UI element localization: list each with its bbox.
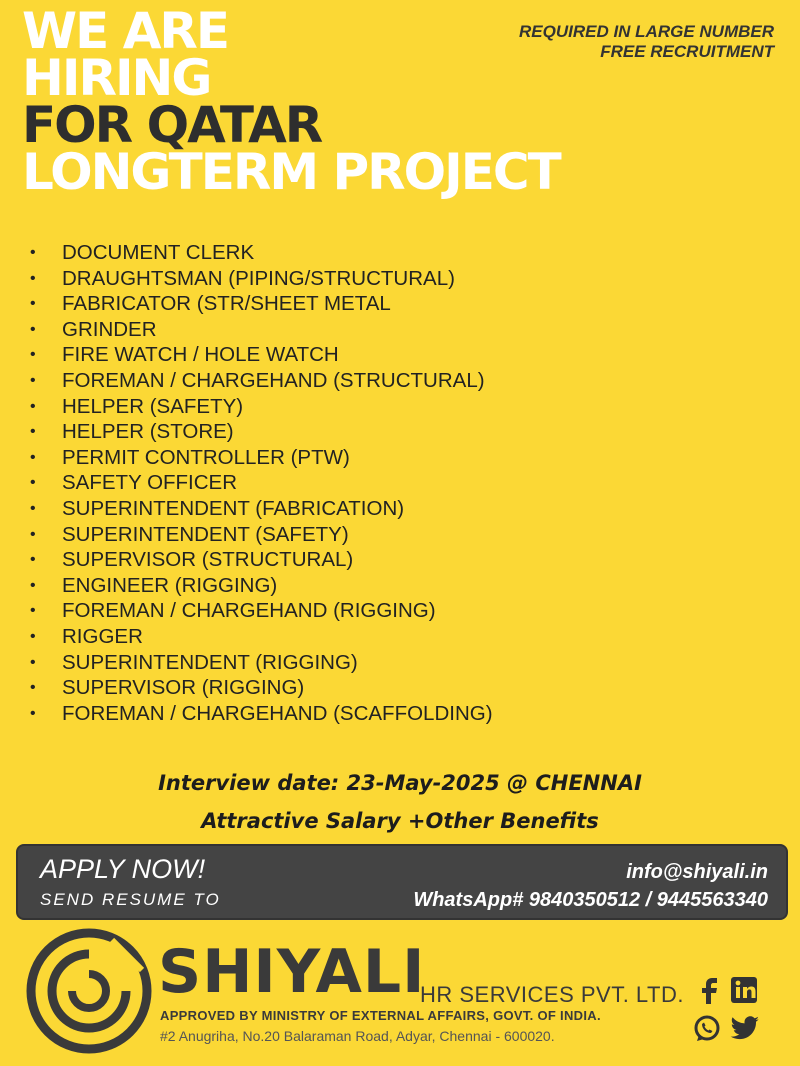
job-title: FOREMAN / CHARGEHAND (RIGGING) xyxy=(62,599,436,623)
bullet-icon: • xyxy=(30,397,36,415)
job-item xyxy=(30,291,493,317)
required-note: REQUIRED IN LARGE NUMBER xyxy=(518,22,774,41)
job-title: SUPERINTENDENT (RIGGING) xyxy=(62,650,358,674)
job-title: SUPERVISOR (STRUCTURAL) xyxy=(62,548,354,572)
job-title: DOCUMENT CLERK xyxy=(62,241,255,264)
job-item xyxy=(30,317,493,343)
apply-subtitle: SEND RESUME TO xyxy=(40,890,221,909)
bullet-icon: • xyxy=(30,704,36,722)
recruitment-note xyxy=(519,22,774,62)
bullet-icon: • xyxy=(30,525,36,543)
bullet-icon: • xyxy=(30,320,36,338)
headline-line-1: WE ARE xyxy=(22,2,229,60)
approval-note: APPROVED BY MINISTRY OF EXTERNAL AFFAIRS, GOVT. OF INDIA. xyxy=(160,1008,601,1023)
job-title: FOREMAN / CHARGEHAND (SCAFFOLDING) xyxy=(62,701,493,725)
bullet-icon: • xyxy=(30,448,36,466)
job-title: SAFETY OFFICER xyxy=(62,471,238,495)
bullet-icon: • xyxy=(30,679,36,697)
job-item xyxy=(30,496,493,522)
interview-info xyxy=(0,764,800,840)
job-item xyxy=(30,598,493,624)
linkedin-icon[interactable] xyxy=(730,976,758,1004)
job-item xyxy=(30,547,493,573)
job-title: FIRE WATCH / HOLE WATCH xyxy=(62,343,339,367)
job-title: RIGGER xyxy=(62,624,143,648)
job-title: SUPERINTENDENT (SAFETY) xyxy=(62,522,349,546)
headline xyxy=(22,2,560,201)
bullet-icon: • xyxy=(30,576,36,594)
job-title: FABRICATOR (STR/SHEET METAL xyxy=(62,292,391,316)
bullet-icon: • xyxy=(30,499,36,517)
bullet-icon: • xyxy=(30,295,36,313)
job-item xyxy=(30,522,493,548)
job-title: DRAUGHTSMAN (PIPING/STRUCTURAL) xyxy=(62,266,455,290)
headline-line-3: FOR QATAR xyxy=(22,96,322,154)
job-item xyxy=(30,266,493,292)
job-item xyxy=(30,445,493,471)
job-list xyxy=(30,240,493,726)
contact-email[interactable]: info@shiyali.in xyxy=(626,861,768,883)
bullet-icon: • xyxy=(30,602,36,620)
job-item xyxy=(30,342,493,368)
job-title: HELPER (STORE) xyxy=(62,420,234,444)
brand-suffix: HR SERVICES PVT. LTD. xyxy=(420,982,684,1007)
bullet-icon: • xyxy=(30,269,36,287)
brand-name: SHIYALI xyxy=(158,937,426,1007)
job-item xyxy=(30,419,493,445)
job-title: GRINDER xyxy=(62,317,157,341)
contact-whatsapp[interactable]: WhatsApp# 9840350512 / 9445563340 xyxy=(413,889,768,911)
address: #2 Anugriha, No.20 Balaraman Road, Adyar, Chennai - 600020. xyxy=(160,1028,555,1044)
twitter-icon[interactable] xyxy=(730,1016,760,1042)
job-item xyxy=(30,470,493,496)
job-item xyxy=(30,240,493,266)
job-title: FOREMAN / CHARGEHAND (STRUCTURAL) xyxy=(62,368,485,392)
bullet-icon: • xyxy=(30,653,36,671)
apply-title: APPLY NOW! xyxy=(40,854,206,884)
free-recruitment-note: FREE RECRUITMENT xyxy=(600,42,774,61)
job-item xyxy=(30,675,493,701)
job-item xyxy=(30,650,493,676)
shiyali-logo-icon xyxy=(24,926,154,1056)
bullet-icon: • xyxy=(30,627,36,645)
job-title: ENGINEER (RIGGING) xyxy=(62,573,278,597)
bullet-icon: • xyxy=(30,244,36,261)
benefits: Attractive Salary +Other Benefits xyxy=(201,809,599,833)
job-title: SUPERINTENDENT (FABRICATION) xyxy=(62,496,405,520)
contact-info xyxy=(413,858,768,914)
job-title: PERMIT CONTROLLER (PTW) xyxy=(62,445,350,469)
job-title: SUPERVISOR (RIGGING) xyxy=(62,676,305,700)
bullet-icon: • xyxy=(30,474,36,492)
whatsapp-icon[interactable] xyxy=(692,1014,722,1044)
apply-banner xyxy=(16,844,788,920)
job-item xyxy=(30,394,493,420)
interview-date: Interview date: 23-May-2025 @ CHENNAI xyxy=(158,771,642,795)
facebook-icon[interactable] xyxy=(696,976,722,1004)
job-item xyxy=(30,368,493,394)
bullet-icon: • xyxy=(30,371,36,389)
bullet-icon: • xyxy=(30,346,36,364)
job-item xyxy=(30,624,493,650)
job-item xyxy=(30,701,493,727)
job-item xyxy=(30,573,493,599)
headline-line-2: HIRING xyxy=(22,49,211,107)
headline-line-4: LONGTERM PROJECT xyxy=(22,143,560,201)
bullet-icon: • xyxy=(30,551,36,569)
job-title: HELPER (SAFETY) xyxy=(62,394,244,418)
bullet-icon: • xyxy=(30,423,36,441)
